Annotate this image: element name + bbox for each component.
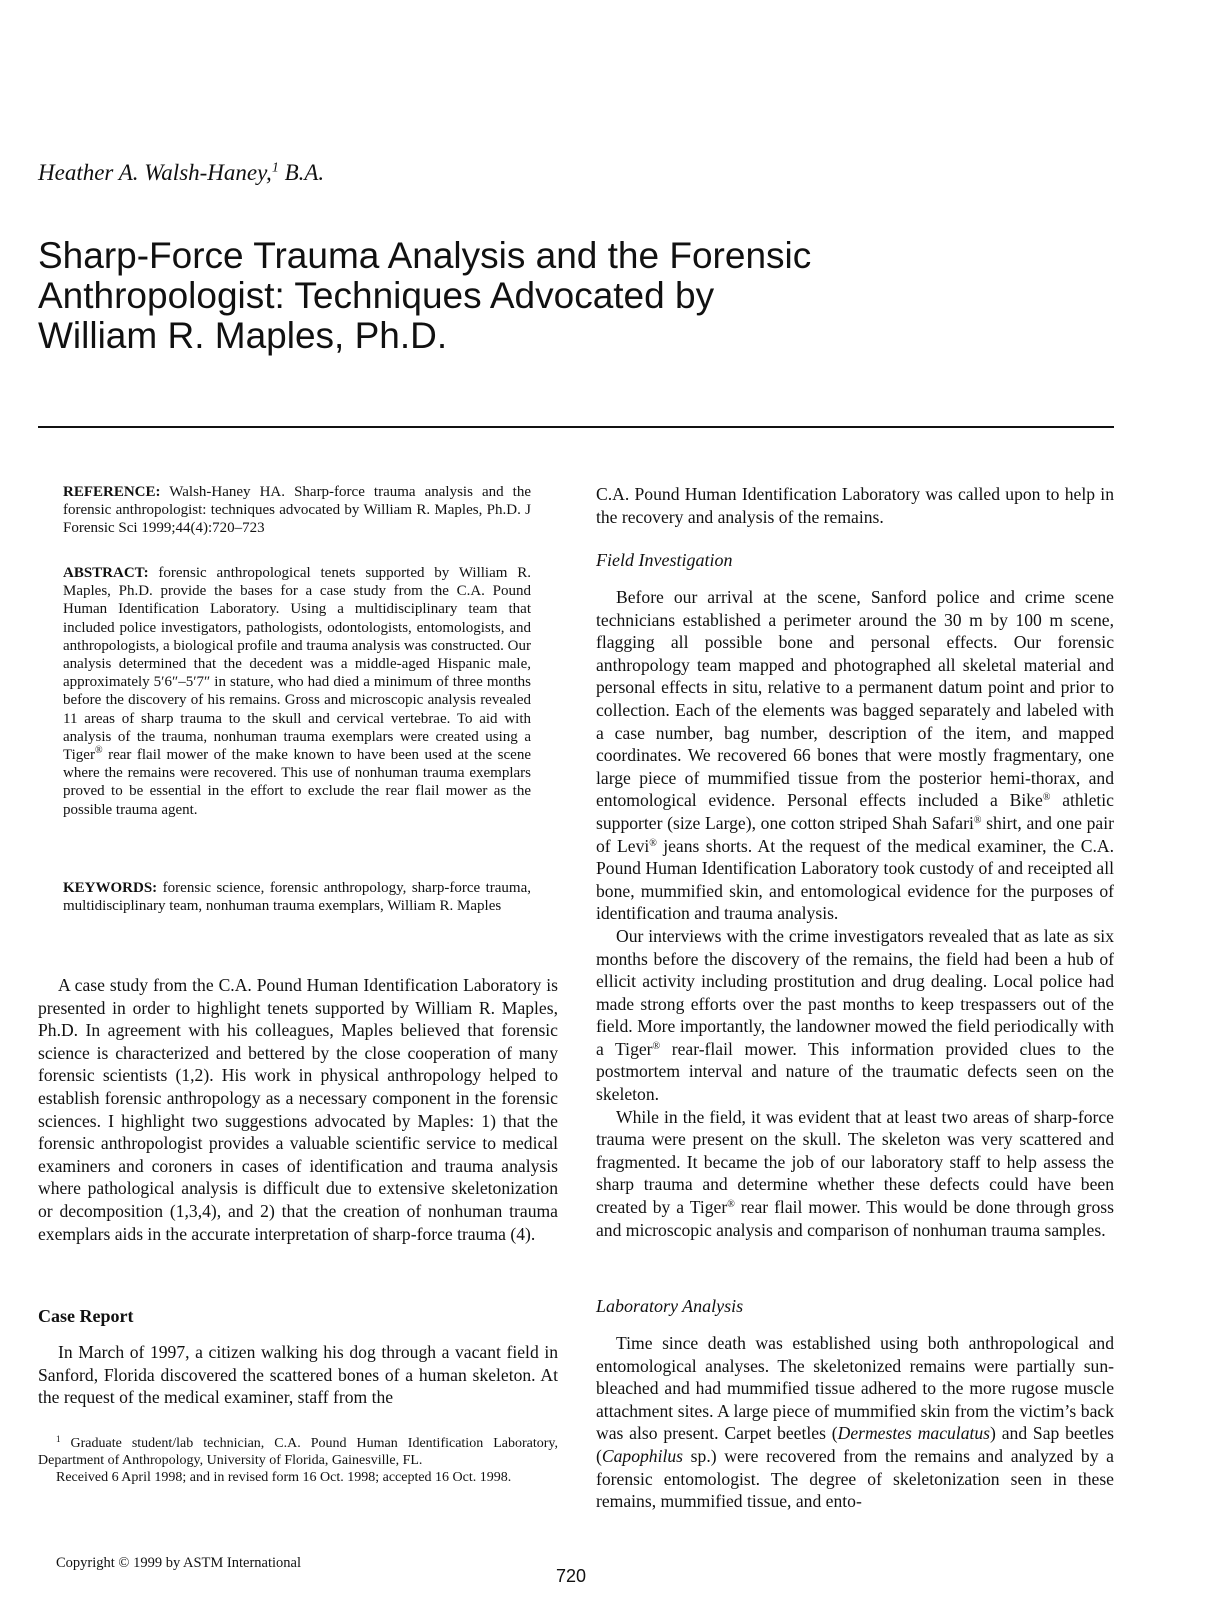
keywords-label: KEYWORDS: <box>63 880 158 896</box>
case-report-text: In March of 1997, a citizen walking his dog through a vacant field in Sanford, Florida discovered the scattered bones of a human skeleton. At the request of the medical examiner, staff from the <box>38 1342 558 1408</box>
author-name: Heather A. Walsh-Haney, <box>38 160 272 185</box>
field-investigation-section <box>596 586 1114 1241</box>
case-report-paragraph <box>38 1341 558 1409</box>
page-number: 720 <box>556 1566 587 1586</box>
abstract-text-a: forensic anthropological tenets supported by William R. Maples, Ph.D. provide the bases for a case study from the C.A. Pound Human Identification Laboratory. Using a multidisciplinary team that included police investigators, pathologists, odontologists, entomologists, and anthropologists, a biological profile and trauma analysis was constructed. Our analysis determined that the decedent was a middle-aged Hispanic male, approximately 5′6″–5′7″ in stature, who had died a minimum of three months before the discovery of his remains. Gross and microscopic analysis revealed 11 areas of sharp trauma to the skull and cervical vertebrae. To aid with analysis of the trauma, nonhuman trauma exemplars were created using a Tiger <box>63 565 531 764</box>
laboratory-analysis-heading: Laboratory Analysis <box>596 1296 744 1316</box>
abstract-label: ABSTRACT: <box>63 565 149 581</box>
reference-text: Walsh-Haney HA. Sharp-force trauma analysis and the forensic anthropologist: techniques advocated by William R. Maples, Ph.D. J Forensic Sci 1999;44(4):720–723 <box>63 484 531 537</box>
reference-label: REFERENCE: <box>63 484 161 500</box>
keywords-block <box>63 879 531 915</box>
title-line-1: Sharp-Force Trauma Analysis and the Forensic <box>38 235 812 276</box>
footnotes <box>38 1435 558 1486</box>
author-degree: B.A. <box>284 160 325 185</box>
copyright-notice: Copyright © 1999 by ASTM International <box>56 1555 302 1571</box>
title-divider <box>38 426 1114 428</box>
field-paragraph-2: Our interviews with the crime investigators revealed that as late as six months before the discovery of the remains, the field had been a hub of ellicit activity including prostitution and drug dealing. Local police had made strong efforts over the past months to keep trespassers out of the field. More importantly, the landowner mowed the field periodically with a Tiger® rear-flail mower. This information provided clues to the postmortem interval and nature of the traumatic defects seen on the skeleton. <box>596 925 1114 1105</box>
case-report-heading: Case Report <box>38 1306 134 1326</box>
intro-text: A case study from the C.A. Pound Human Identification Laboratory is presented in order to highlight tenets supported by William R. Maples, Ph.D. In agreement with his colleagues, Maples believed that forensic science is characterized and bettered by the close cooperation of many forensic scientists (1,2). His work in physical anthropology helped to establish forensic anthropology as a necessary component in the forensic sciences. I highlight two suggestions advocated by Maples: 1) that the forensic anthropologist provides a valuable scientific service to medical examiners and coroners in cases of identification and trauma analysis where pathological analysis is difficult due to extensive skeletonization or decomposition (1,3,4), and 2) that the creation of nonhuman trauma exemplars aids in the accurate interpretation of sharp-force trauma (4). <box>38 975 558 1244</box>
title-line-3: William R. Maples, Ph.D. <box>38 315 448 356</box>
abstract-registered-mark: ® <box>94 745 103 757</box>
footnote-1-text: Graduate student/lab technician, C.A. Pound Human Identification Laboratory, Department of Anthropology, University of Florida, Gainesville, FL. <box>38 1436 558 1468</box>
intro-paragraph <box>38 974 558 1245</box>
abstract-text-b: rear flail mower of the make known to have been used at the scene where the remains were recovered. This use of nonhuman trauma exemplars proved to be essential in the effort to exclude the rear flail mower as the possible trauma agent. <box>63 747 531 818</box>
lab-paragraph-1: Time since death was established using both anthropological and entomological analyses. The skeletonized remains were partially sun-bleached and had mummified tissue adhered to the more rugose muscle attachment sites. A large piece of mummified skin from the victim’s back was also present. Carpet beetles (Dermestes maculatus) and Sap beetles (Capophilus sp.) were recovered from the remains and analyzed by a forensic entomologist. The degree of skeletonization seen in these remains, mummified tissue, and ento- <box>596 1333 1114 1512</box>
continuation-text: C.A. Pound Human Identification Laboratory was called upon to help in the recovery and analysis of the remains. <box>596 484 1114 527</box>
footnote-mark: 1 <box>56 1434 61 1444</box>
footnote-2: Received 6 April 1998; and in revised form 16 Oct. 1998; accepted 16 Oct. 1998. <box>56 1470 512 1485</box>
field-paragraph-3: While in the field, it was evident that at least two areas of sharp-force trauma were present on the skull. The skeleton was very scattered and fragmented. It became the job of our laboratory staff to help assess the sharp trauma and determine whether these defects could have been created by a Tiger® rear flail mower. This would be done through gross and microscopic analysis and comparison of nonhuman trauma samples. <box>596 1106 1114 1240</box>
laboratory-analysis-section <box>596 1332 1114 1513</box>
title-line-2: Anthropologist: Techniques Advocated by <box>38 275 715 316</box>
article-title <box>38 236 938 356</box>
keywords-text: forensic science, forensic anthropology, sharp-force trauma, multidisciplinary team, nonhuman trauma exemplars, William R. Maples <box>63 880 531 915</box>
case-report-continuation <box>596 483 1114 528</box>
field-investigation-heading: Field Investigation <box>596 550 733 570</box>
author-footnote-mark: 1 <box>271 160 279 176</box>
field-paragraph-1: Before our arrival at the scene, Sanford police and crime scene technicians established a perimeter around the 30 m by 100 m scene, flagging all possible bone and personal effects. Our forensic anthropology team mapped and photographed all skeletal material and personal effects in situ, relative to a permanent datum point and prior to collection. Each of the elements was bagged separately and labeled with a case number, bag number, description of the item, and mapped coordinates. We recovered 66 bones that were mostly fragmentary, one large piece of mummified tissue from the posterior hemi-thorax, and entomological evidence. Personal effects included a Bike® athletic supporter (size Large), one cotton striped Shah Safari® shirt, and one pair of Levi® jeans shorts. At the request of the medical examiner, the C.A. Pound Human Identification Laboratory took custody of and receipted all bone, mummified skin, and entomological evidence for the purposes of identification and trauma analysis. <box>596 587 1115 924</box>
abstract-block <box>63 564 531 819</box>
reference-block <box>63 483 531 538</box>
footnote-1 <box>38 1435 558 1469</box>
author-line <box>38 160 324 186</box>
